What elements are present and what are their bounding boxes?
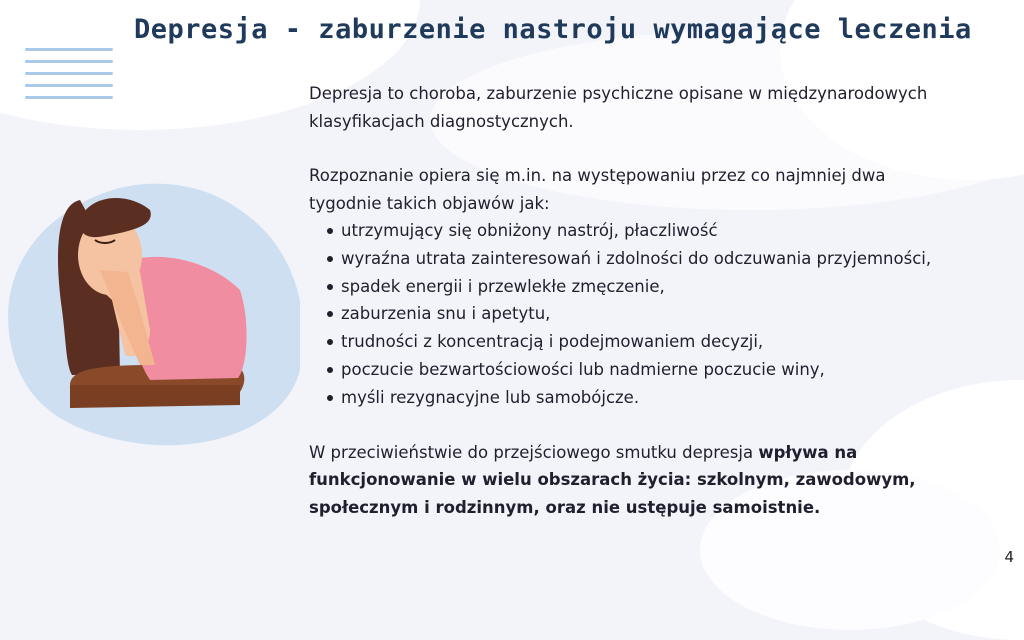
decorative-stripes <box>25 48 113 108</box>
list-item: spadek energii i przewlekłe zmęczenie, <box>327 273 1009 301</box>
list-item: poczucie bezwartościowości lub nadmierne poczucie winy, <box>327 356 1009 384</box>
page-number: 4 <box>1004 548 1014 566</box>
closing-bold-text: wpływa na funkcjonowanie w wielu obszarach życia: szkolnym, zawodowym, społecznym i rodzinnym, oraz nie ustępuje samoistnie. <box>309 442 916 517</box>
slide-content <box>309 80 1009 521</box>
list-item: wyraźna utrata zainteresowań i zdolności do odczuwania przyjemności, <box>327 245 1009 273</box>
closing-paragraph <box>309 439 959 522</box>
intro-paragraph: Depresja to choroba, zaburzenie psychiczne opisane w międzynarodowych klasyfikacjach diagnostycznych. <box>309 84 928 131</box>
symptoms-list <box>309 217 1009 412</box>
list-item: myśli rezygnacyjne lub samobójcze. <box>327 384 1009 412</box>
closing-plain-text: W przeciwieństwie do przejściowego smutku depresja <box>309 442 759 462</box>
list-item: zaburzenia snu i apetytu, <box>327 300 1009 328</box>
list-item: utrzymujący się obniżony nastrój, płaczliwość <box>327 217 1009 245</box>
sad-woman-illustration <box>0 180 300 450</box>
list-item: trudności z koncentracją i podejmowaniem decyzji, <box>327 328 1009 356</box>
criteria-lead: Rozpoznanie opiera się m.in. na występowaniu przez co najmniej dwa tygodnie takich objawów jak: <box>309 166 886 213</box>
slide-title: Depresja - zaburzenie nastroju wymagające leczenia <box>134 14 972 45</box>
